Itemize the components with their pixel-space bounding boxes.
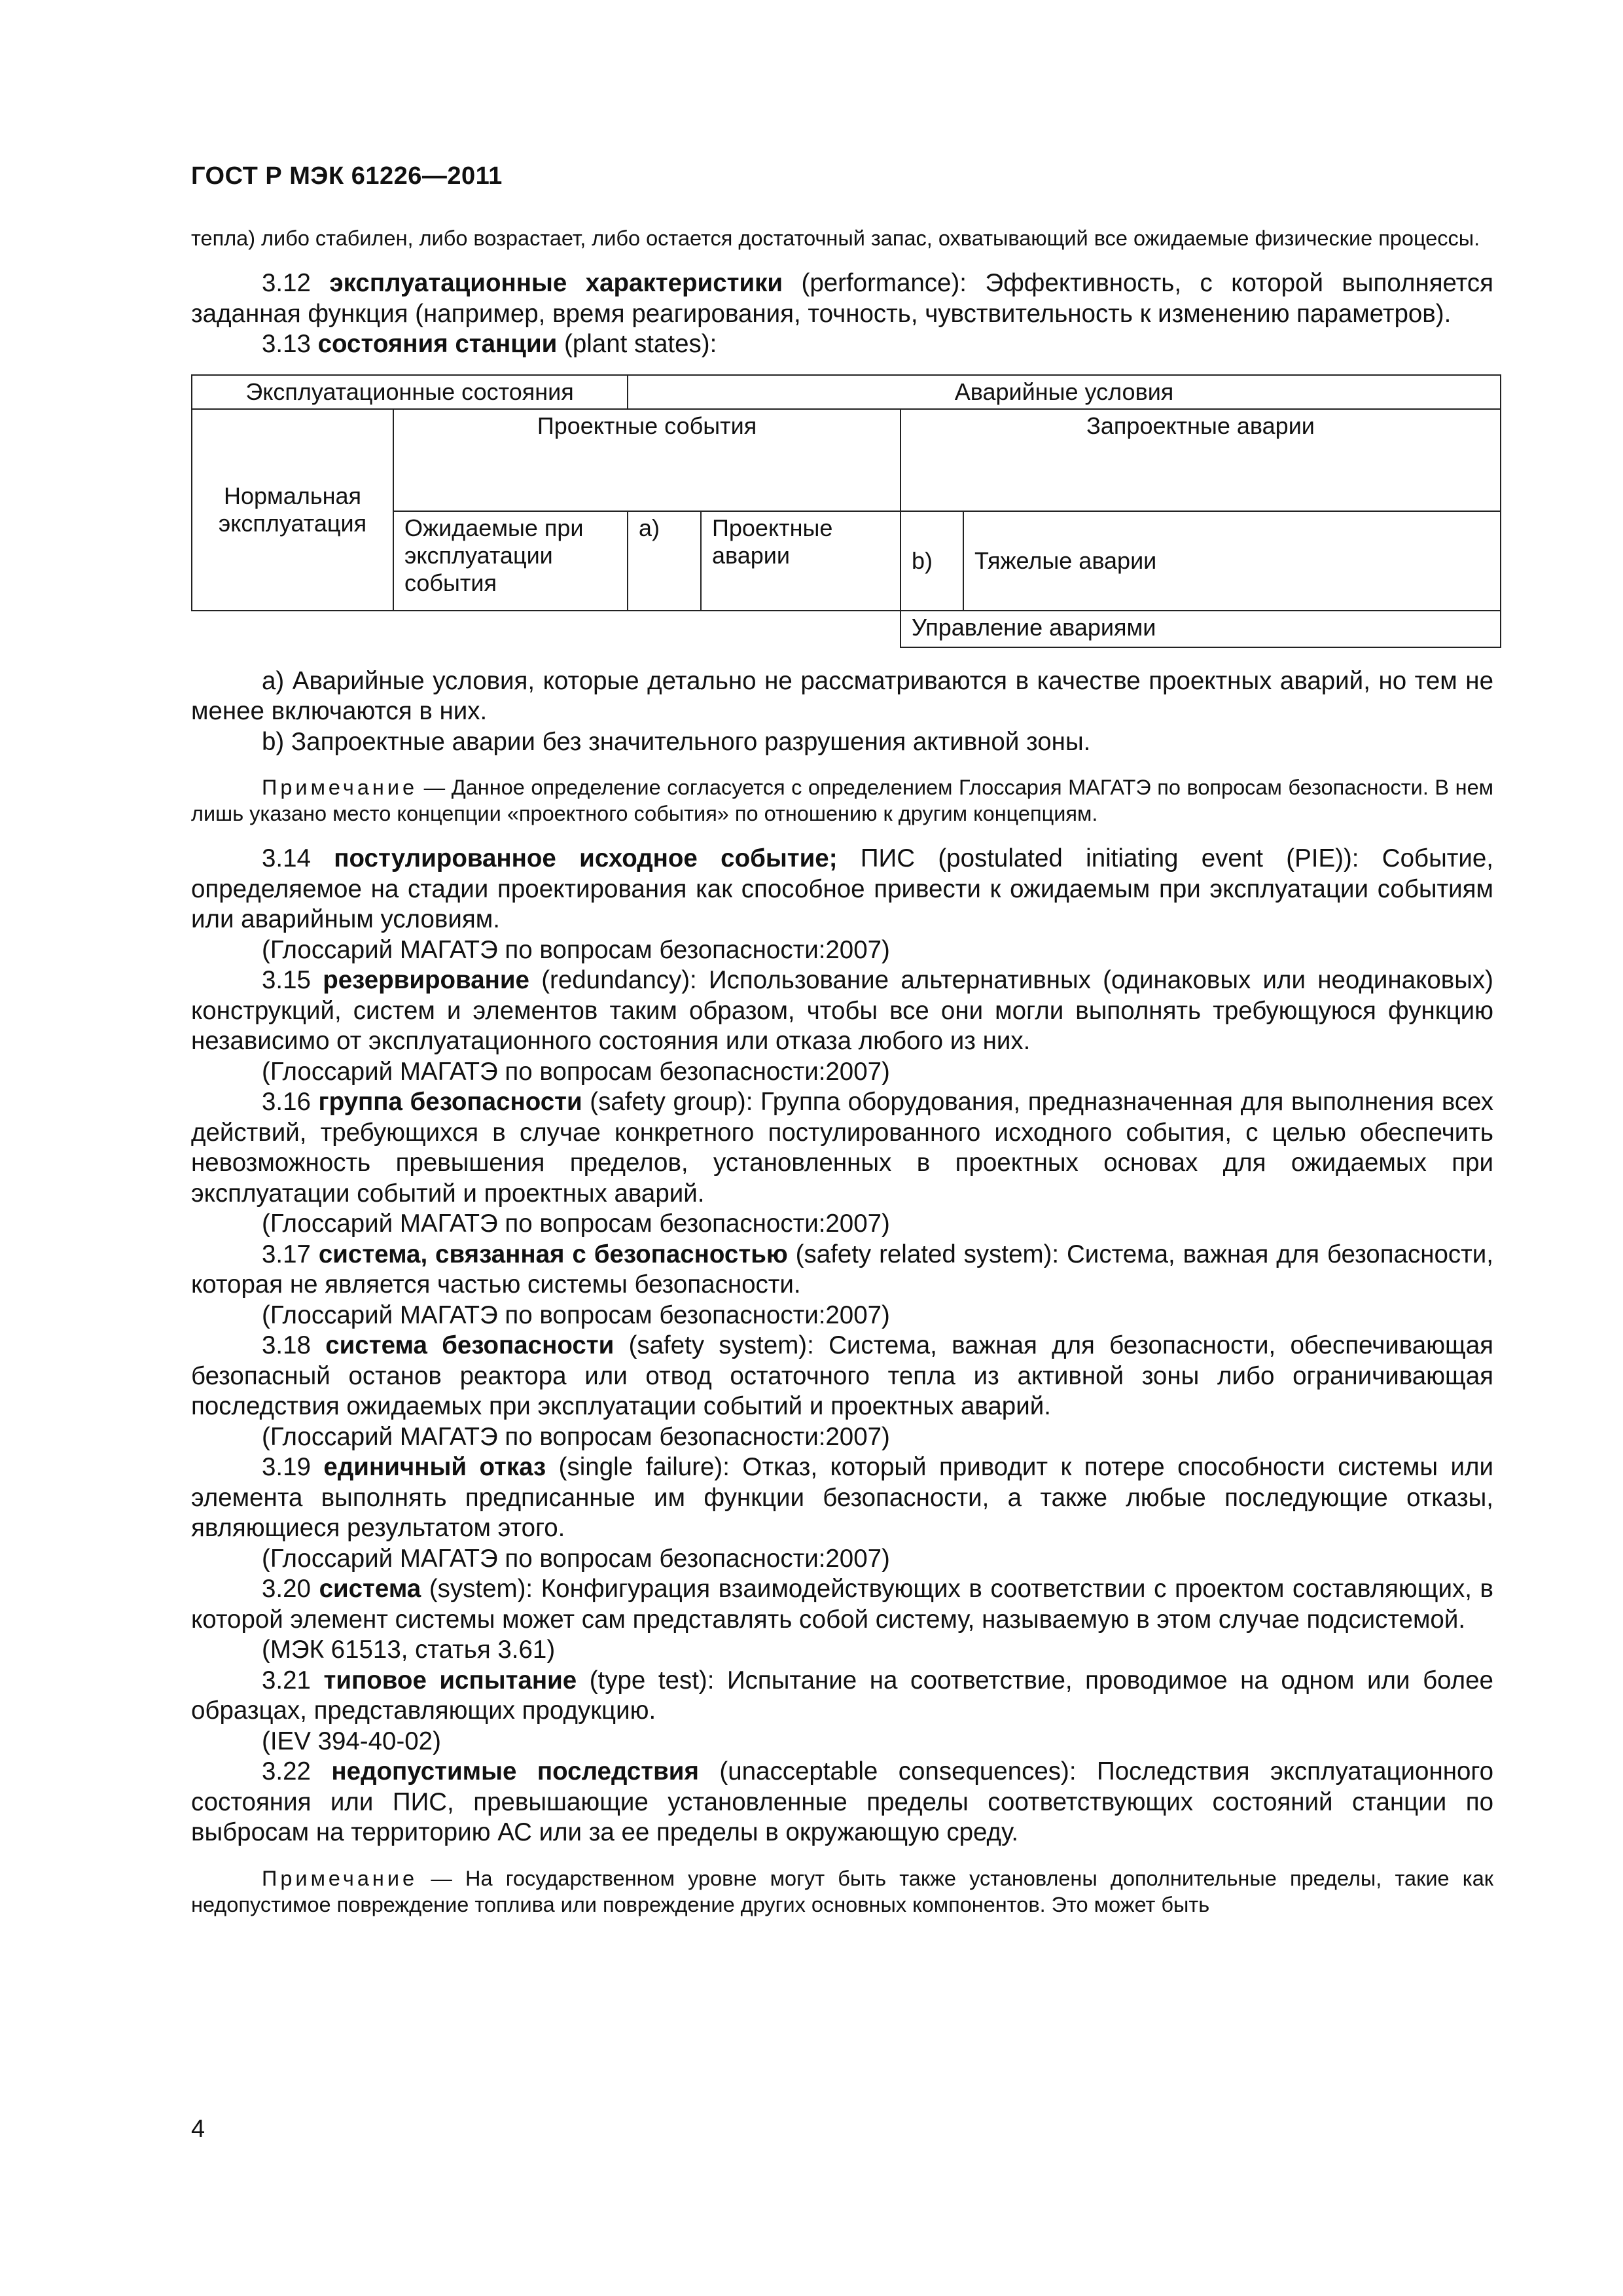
term: система безопасности: [325, 1331, 615, 1359]
clause-number: 3.16: [262, 1088, 319, 1116]
term: система: [319, 1575, 421, 1603]
note-2: [191, 1865, 1493, 1918]
term: недопустимые последствия: [331, 1757, 699, 1785]
definition-3-12: [191, 268, 1493, 329]
note-text: — На государственном уровне могут быть также установлены дополнительные пределы, такие как недопустимое повреждение топлива или повреждение других основных компонентов. Это может быть: [191, 1866, 1493, 1916]
clause-number: 3.18: [262, 1331, 326, 1359]
clause-number: 3.13: [262, 330, 318, 358]
term: состояния станции: [317, 330, 558, 358]
page-body: [191, 225, 1493, 1918]
term: единичный отказ: [323, 1453, 546, 1481]
source-reference: (Глоссарий МАГАТЭ по вопросам безопасности:2007): [262, 1300, 890, 1329]
document-header: ГОСТ Р МЭК 61226—2011: [191, 162, 503, 190]
continued-paragraph: тепла) либо стабилен, либо возрастает, либо остается достаточный запас, охватывающий все ожидаемые физические процессы.: [191, 226, 1480, 250]
page-number: 4: [191, 2115, 205, 2143]
beyond-design-cell: Запроектные аварии: [901, 409, 1501, 511]
source-reference: (Глоссарий МАГАТЭ по вопросам безопасности:2007): [262, 1210, 890, 1238]
term: резервирование: [323, 966, 529, 994]
term: система, связанная с безопасностью: [318, 1240, 788, 1268]
note-label: Примечание: [262, 1866, 418, 1890]
source-reference: (Глоссарий МАГАТЭ по вопросам безопасности:2007): [262, 1422, 890, 1451]
definition-text: (performance): Эффективность, с которой выполняется заданная функция (например, время реагирования, точность, чувствительность к изменению параметров).: [191, 269, 1493, 328]
accident-conditions-cell: Аварийные условия: [628, 375, 1501, 409]
source-reference: (IEV 394-40-02): [262, 1727, 441, 1755]
definition-text: (safety related system): Система, важная для безопасности, которая не является частью системы безопасности.: [191, 1240, 1493, 1299]
definition-3-13: [191, 329, 1493, 360]
definition-3-21: [191, 1666, 1493, 1727]
clause-number: 3.22: [262, 1757, 332, 1785]
clause-number: 3.12: [262, 269, 330, 297]
definition-text: ПИС (postulated initiating event (PIE)): Событие, определяемое на стадии проектирования как способное привести к ожидаемым при эксплуатации событиям или аварийным условиям.: [191, 844, 1493, 933]
source-reference: (Глоссарий МАГАТЭ по вопросам безопасности:2007): [262, 1057, 890, 1086]
normal-operation-cell: Нормальная эксплуатация: [192, 409, 393, 611]
footnote-a: a) Аварийные условия, которые детально не рассматриваются в качестве проектных аварий, но тем не менее включаются в них.: [191, 666, 1493, 725]
definition-3-18: [191, 1331, 1493, 1422]
definition-3-15: [191, 965, 1493, 1057]
definition-3-20: [191, 1574, 1493, 1635]
definition-3-17: [191, 1240, 1493, 1300]
definition-text: (safety group): Группа оборудования, предназначенная для выполнения всех действий, требующихся в случае конкретного постулированного исходного события, с целью обеспечить невозможность превышения пределов, установленных в проектных основах для ожидаемых при эксплуатации событий и проектных аварий.: [191, 1088, 1493, 1208]
definition-text: (safety system): Система, важная для безопасности, обеспечивающая безопасный останов реактора или отвод остаточного тепла из активной зоны либо ограничивающая последствия ожидаемых при эксплуатации событий и проектных аварий.: [191, 1331, 1493, 1420]
term: типовое испытание: [323, 1666, 577, 1695]
source-reference: (Глоссарий МАГАТЭ по вопросам безопасности:2007): [262, 935, 890, 964]
aoo-cell: Ожидаемые при эксплуатации события: [393, 511, 628, 611]
design-events-cell: Проектные события: [393, 409, 901, 511]
term: постулированное исходное событие;: [334, 844, 838, 872]
clause-number: 3.15: [262, 966, 323, 994]
clause-number: 3.19: [262, 1453, 324, 1481]
note-1: [191, 774, 1493, 827]
definition-text: (plant states):: [557, 330, 717, 358]
dba-cell: Проектные аварии: [701, 511, 901, 611]
footnote-b: b) Запроектные аварии без значительного разрушения активной зоны.: [262, 727, 1091, 756]
term: группа безопасности: [318, 1088, 582, 1116]
definition-3-16: [191, 1087, 1493, 1209]
definition-3-14: [191, 844, 1493, 935]
definition-text: (redundancy): Использование альтернативных (одинаковых или неодинаковых) конструкций, систем и элементов таким образом, чтобы все они могли выполнять требующуюся функцию независимо от эксплуатационного состояния или отказа любого из них.: [191, 966, 1493, 1055]
footnote-a-mark: a): [628, 511, 701, 611]
plant-states-table: [191, 374, 1501, 648]
clause-number: 3.21: [262, 1666, 324, 1695]
definition-text: (unacceptable consequences): Последствия эксплуатационного состояния или ПИС, превышающие установленные пределы соответствующих состояний станции по выбросам на территорию АС или за ее пределы в окружающую среду.: [191, 1757, 1493, 1846]
operational-states-cell: Эксплуатационные состояния: [192, 375, 628, 409]
term: эксплуатационные характеристики: [329, 269, 783, 297]
definition-text: (system): Конфигурация взаимодействующих в соответствии с проектом составляющих, в которой элемент системы может сам представлять собой систему, называемую в этом случае подсистемой.: [191, 1575, 1493, 1634]
definition-text: (type test): Испытание на соответствие, проводимое на одном или более образцах, представляющих продукцию.: [191, 1666, 1493, 1725]
severe-accidents-cell: Тяжелые аварии: [963, 511, 1501, 611]
clause-number: 3.20: [262, 1575, 319, 1603]
note-label: Примечание: [262, 776, 418, 799]
clause-number: 3.17: [262, 1240, 319, 1268]
source-reference: (Глоссарий МАГАТЭ по вопросам безопасности:2007): [262, 1544, 890, 1573]
footnote-b-mark: b): [901, 511, 963, 611]
definition-text: (single failure): Отказ, который приводит к потере способности системы или элемента выполнять предписанные им функции безопасности, а также любые последующие отказы, являющиеся результатом этого.: [191, 1453, 1493, 1542]
source-reference: (МЭК 61513, статья 3.61): [262, 1636, 556, 1664]
note-text: — Данное определение согласуется с определением Глоссария МАГАТЭ по вопросам безопасности. В нем лишь указано место концепции «проектного события» по отношению к другим концепциям.: [191, 776, 1493, 825]
definition-3-22: [191, 1757, 1493, 1848]
clause-number: 3.14: [262, 844, 334, 872]
definition-3-19: [191, 1452, 1493, 1544]
accident-management-cell: Управление авариями: [901, 611, 1501, 647]
